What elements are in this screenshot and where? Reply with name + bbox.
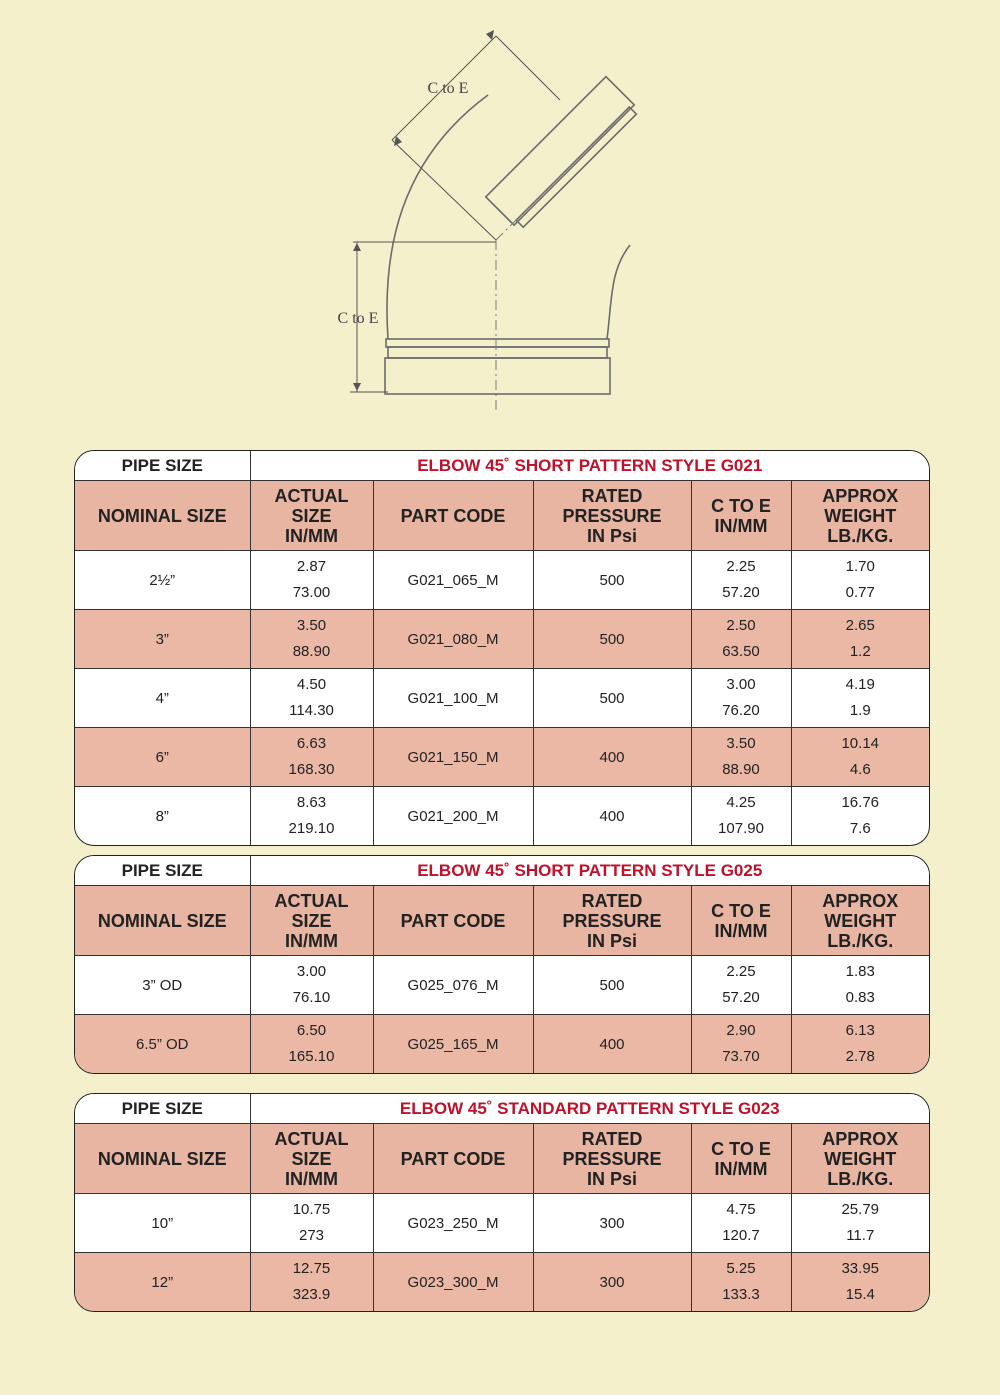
c-to-e-cell: 5.25 133.3: [691, 1253, 791, 1312]
weight-cell: 4.19 1.9: [791, 669, 929, 728]
pipe-size-label: PIPE SIZE: [75, 451, 250, 481]
weight-cell: 10.14 4.6: [791, 728, 929, 787]
table-row: [75, 669, 929, 728]
table-row: [75, 1194, 929, 1253]
weight-cell: 1.70 0.77: [791, 551, 929, 610]
table-title: ELBOW 45˚ STANDARD PATTERN STYLE G023: [250, 1094, 929, 1124]
actual-size-cell: 8.63 219.10: [250, 787, 373, 846]
col-c-to-e: C TO E IN/MM: [691, 886, 791, 956]
actual-size-cell: 6.50 165.10: [250, 1015, 373, 1074]
weight-cell: 1.83 0.83: [791, 956, 929, 1015]
pressure-cell: 500: [533, 956, 691, 1015]
col-nominal-size: NOMINAL SIZE: [75, 1124, 250, 1194]
part-code-cell: G021_080_M: [373, 610, 533, 669]
part-code-cell: G023_250_M: [373, 1194, 533, 1253]
col-actual-size: ACTUAL SIZE IN/MM: [250, 1124, 373, 1194]
weight-cell: 16.76 7.6: [841, 794, 880, 837]
col-approx-weight: APPROX WEIGHT LB./KG.: [791, 481, 929, 551]
col-c-to-e: C TO E IN/MM: [691, 481, 791, 551]
col-part-code: PART CODE: [373, 1124, 533, 1194]
c-to-e-cell: 4.75 120.7: [691, 1194, 791, 1253]
nominal-size-cell: 6.5” OD: [75, 1015, 250, 1074]
c-to-e-cell: 2.50 63.50: [691, 610, 791, 669]
actual-size-cell: 12.75 323.9: [250, 1253, 373, 1312]
c-to-e-cell: 2.25 57.20: [691, 551, 791, 610]
col-rated-pressure: RATED PRESSURE IN Psi: [533, 886, 691, 956]
col-nominal-size: NOMINAL SIZE: [75, 886, 250, 956]
pressure-cell: 400: [533, 728, 691, 787]
dimension-label-top: C to E: [427, 80, 469, 97]
part-code-cell: G023_300_M: [373, 1253, 533, 1312]
table-row: [75, 956, 929, 1015]
col-part-code: PART CODE: [373, 886, 533, 956]
part-code-cell: G021_150_M: [373, 728, 533, 787]
nominal-size-cell: 3”: [75, 610, 250, 669]
actual-size-cell: 10.75 273: [250, 1194, 373, 1253]
table-title: ELBOW 45˚ SHORT PATTERN STYLE G025: [250, 856, 929, 886]
pressure-cell: 500: [533, 610, 691, 669]
col-nominal-size: NOMINAL SIZE: [75, 481, 250, 551]
c-to-e-cell: 3.50 88.90: [691, 728, 791, 787]
pressure-cell: 400: [533, 1015, 691, 1074]
col-actual-size: ACTUAL SIZE IN/MM: [250, 481, 373, 551]
col-part-code: PART CODE: [373, 481, 533, 551]
table-row: [75, 551, 929, 610]
pipe-size-label: PIPE SIZE: [75, 1094, 250, 1124]
weight-cell: 33.95 15.4: [791, 1253, 929, 1312]
c-to-e-cell: 2.25 57.20: [691, 956, 791, 1015]
weight-cell: 2.65 1.2: [791, 610, 929, 669]
bottom-pipe-end: [385, 358, 610, 394]
table-row: [75, 1015, 929, 1074]
nominal-size-cell: 8”: [75, 787, 250, 846]
nominal-size-cell: 4”: [75, 669, 250, 728]
actual-size-cell: 6.63 168.30: [250, 728, 373, 787]
pressure-cell: 300: [533, 1253, 691, 1312]
pressure-cell: 500: [533, 669, 691, 728]
dimension-label-left: C to E: [337, 310, 379, 327]
nominal-size-cell: 6”: [75, 728, 250, 787]
c-to-e-cell: 3.00 76.20: [691, 669, 791, 728]
part-code-cell: G025_076_M: [373, 956, 533, 1015]
actual-size-cell: 3.50 88.90: [250, 610, 373, 669]
table-row: [75, 728, 929, 787]
actual-size-cell: 4.50 114.30: [250, 669, 373, 728]
nominal-size-cell: 3” OD: [75, 956, 250, 1015]
actual-size-cell: 2.87 73.00: [250, 551, 373, 610]
weight-cell: 25.79 11.7: [791, 1194, 929, 1253]
table-row: [75, 1253, 929, 1312]
nominal-size-cell: 10”: [75, 1194, 250, 1253]
col-actual-size: ACTUAL SIZE IN/MM: [250, 886, 373, 956]
col-approx-weight: APPROX WEIGHT LB./KG.: [791, 1124, 929, 1194]
pressure-cell: 300: [533, 1194, 691, 1253]
part-code-cell: G025_165_M: [373, 1015, 533, 1074]
part-code-cell: G021_065_M: [373, 551, 533, 610]
pipe-size-label: PIPE SIZE: [75, 856, 250, 886]
actual-size-cell: 3.00 76.10: [250, 956, 373, 1015]
pressure-cell: 500: [533, 551, 691, 610]
col-rated-pressure: RATED PRESSURE IN Psi: [533, 481, 691, 551]
table-row: [75, 610, 929, 669]
c-to-e-cell: 2.90 73.70: [691, 1015, 791, 1074]
table-row: [75, 787, 929, 846]
nominal-size-cell: 12”: [75, 1253, 250, 1312]
col-rated-pressure: RATED PRESSURE IN Psi: [533, 1124, 691, 1194]
spec-table-g023: [74, 1093, 930, 1312]
elbow-45-diagram: [0, 0, 1000, 430]
part-code-cell: G021_100_M: [373, 669, 533, 728]
table-title: ELBOW 45˚ SHORT PATTERN STYLE G021: [250, 451, 929, 481]
spec-table-g021: [74, 450, 930, 846]
nominal-size-cell: 2½”: [75, 551, 250, 610]
c-to-e-cell: 4.25 107.90: [691, 787, 791, 846]
col-c-to-e: C TO E IN/MM: [691, 1124, 791, 1194]
spec-table-g025: [74, 855, 930, 1074]
pressure-cell: 400: [533, 787, 691, 846]
col-approx-weight: APPROX WEIGHT LB./KG.: [791, 886, 929, 956]
weight-cell: 6.13 2.78: [791, 1015, 929, 1074]
part-code-cell: G021_200_M: [373, 787, 533, 846]
